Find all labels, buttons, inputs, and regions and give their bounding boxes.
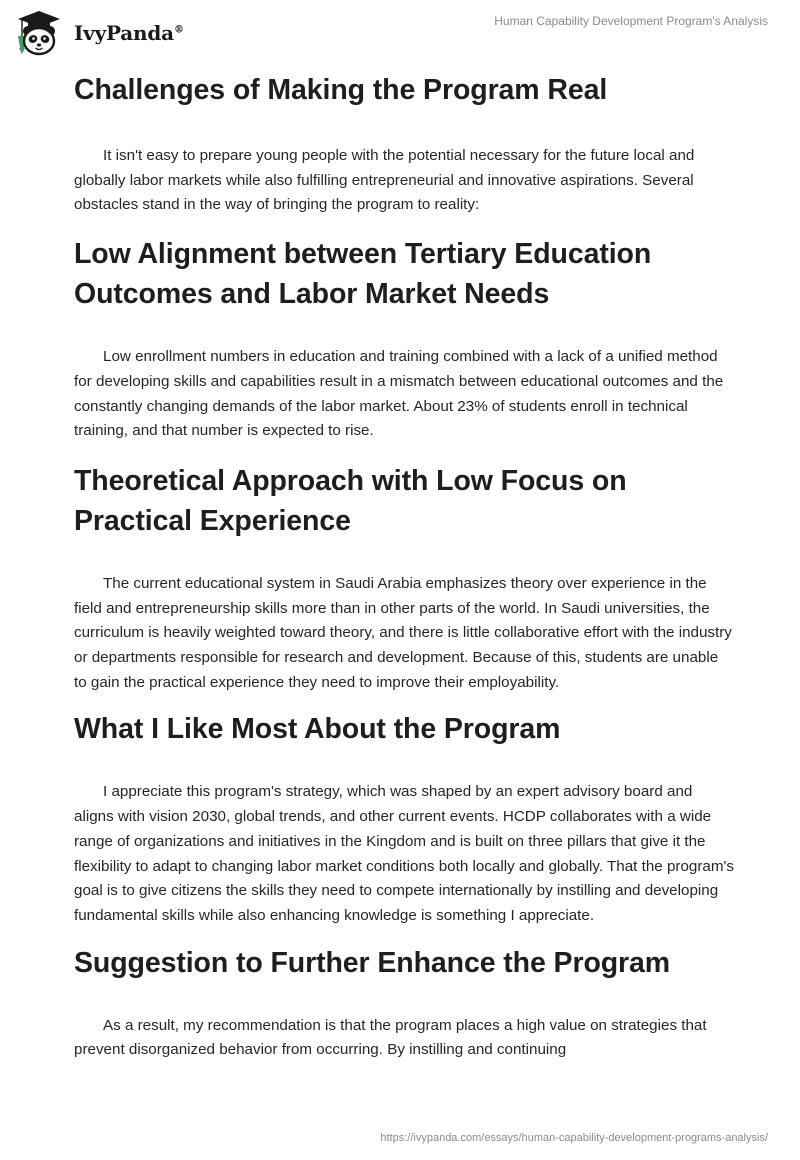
section-heading: Suggestion to Further Enhance the Program — [74, 946, 671, 979]
section-paragraph: Low enrollment numbers in education and training combined with a lack of a unified method for developing skills and capabilities result in a mismatch between educational outcomes and the constantly changing demands of the labor market. About 23% of students enroll in technical training, and that number is expected to rise. — [74, 348, 724, 440]
panda-graduation-cap-icon — [14, 8, 64, 58]
page-header — [0, 0, 800, 70]
section-heading: Theoretical Approach with Low Focus on Practical Experience — [74, 464, 627, 537]
source-url[interactable]: https://ivypanda.com/essays/human-capability-development-programs-analysis/ — [380, 1132, 768, 1144]
section-paragraph: The current educational system in Saudi Arabia emphasizes theory over experience in the field and entrepreneurship skills more than in other parts of the world. In Saudi universities, the curriculum is heavily weighted toward theory, and there is little collaborative effort with the industry or departments responsible for research and development. Because of this, students are unable to gain the practical experience they need to improve their employability. — [74, 574, 732, 691]
section-paragraph: I appreciate this program's strategy, which was shaped by an expert advisory board and aligns with vision 2030, global trends, and other current events. HCDP collaborates with a wide range of organizations and initiatives in the Kingdom and is built on three pillars that give it the flexibility to adapt to changing labor market conditions both locally and globally. That the program's goal is to give citizens the skills they need to compete internationally by instilling and developing fundamental skills while also enhancing knowledge is something I appreciate. — [74, 783, 734, 924]
section-heading: Challenges of Making the Program Real — [74, 74, 608, 106]
section-heading: What I Like Most About the Program — [74, 713, 561, 746]
brand-logo[interactable] — [14, 8, 184, 58]
section-paragraph: It isn't easy to prepare young people with the potential necessary for the future local and globally labor markets while also fulfilling entrepreneurial and innovative aspirations. Several obstacles stand in the way of bringing the program to reality: — [74, 147, 695, 214]
brand-name: IvyPanda® — [74, 21, 184, 45]
article-body — [74, 68, 734, 1063]
section-heading: Low Alignment between Tertiary Education Outcomes and Labor Market Needs — [74, 238, 652, 311]
section-paragraph: As a result, my recommendation is that the program places a high value on strategies that prevent disorganized behavior from occurring. By instilling and continuing — [74, 1016, 707, 1059]
document-title: Human Capability Development Program's Analysis — [494, 14, 768, 28]
